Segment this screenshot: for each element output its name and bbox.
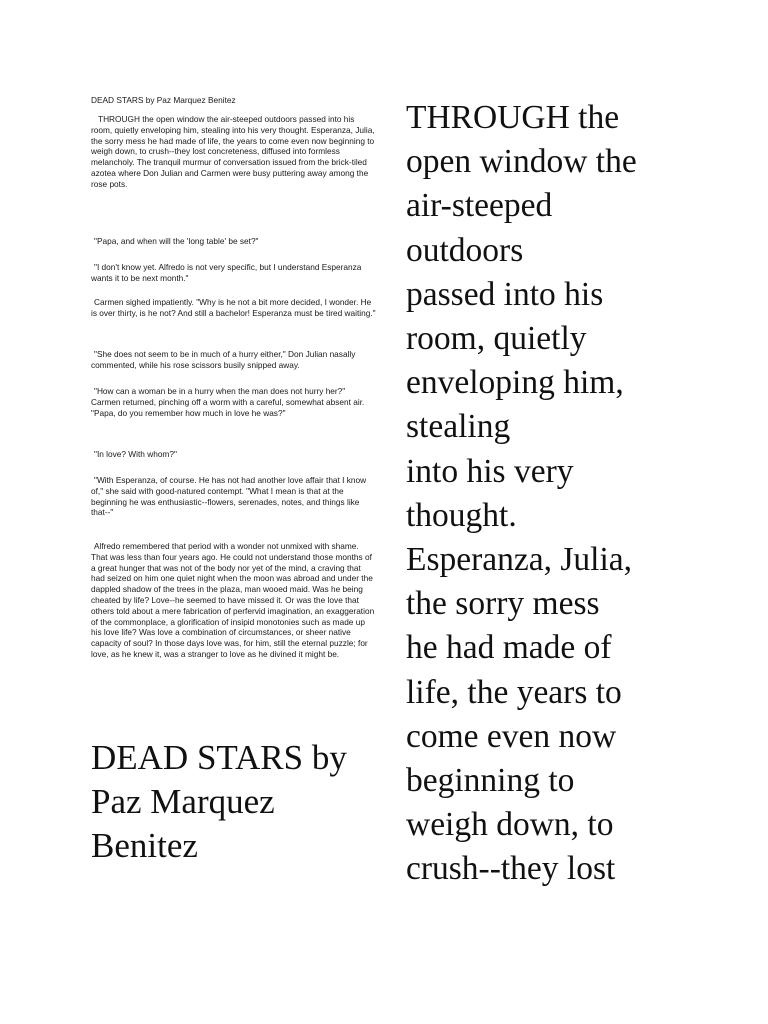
large-text-line: stealing (406, 408, 511, 446)
paragraph-text: Alfredo remembered that period with a wonder not unmixed with shame. That was less than four years ago. He could not understand those months of a great hunger that was not of the body nor yet of the mind, a craving that had seized on him one quiet night when the moon was abroad and under the dappled shadow of the trees in the plaza, man wooed maid. Was he being cheated by life? Love--he seemed to have missed it. Or was the love that others told about a mere fabrication of perfervid imagination, an exaggeration of the commonplace, a glorification of insipid monotonies such as made up his love life? Was love a combination of circumstances, or sheer native capacity of soul? In those days love was, for him, still the eternal puzzle; for love, as he knew it, was a stranger to love as he divined it might be. (91, 541, 375, 659)
small-paragraph-1 (91, 114, 376, 190)
paragraph-text: THROUGH the open window the air-steeped outdoors passed into his room, quietly enveloping him, stealing into his very thought. Esperanza, Julia, the sorry mess he had made of life, the years to come even now beginning to weigh down, to crush--they lost concreteness, diffused into formless melancholy. The tranquil murmur of conversation issued from the brick-tiled azotea where Don Julian and Carmen were busy puttering away among the rose pots. (91, 114, 375, 189)
small-paragraph-5 (91, 349, 376, 371)
large-text-line: passed into his (406, 275, 604, 313)
large-text-line: THROUGH the (406, 99, 620, 136)
large-text-line: the sorry mess (406, 585, 600, 623)
large-text-column (406, 96, 736, 892)
large-text-line: weigh down, to (406, 806, 614, 844)
large-text-line: life, the years to (406, 673, 622, 711)
paragraph-text: "In love? With whom?" (94, 449, 177, 459)
large-text-line: Esperanza, Julia, (406, 541, 633, 579)
small-paragraph-9 (91, 541, 376, 660)
large-text-line: air-steeped (406, 187, 553, 225)
paragraph-text: "With Esperanza, of course. He has not had another love affair that I know of," she said with good-natured contempt. "What I mean is that at the beginning he was enthusiastic--flowers, serenades, notes, and things like that--" (91, 475, 367, 518)
small-paragraph-2 (91, 236, 376, 247)
large-text-line: come even now (406, 717, 617, 755)
large-text-line: open window the (406, 143, 637, 181)
large-text-line: into his very (406, 452, 574, 490)
large-text-line: outdoors (406, 231, 524, 269)
large-text-line: beginning to (406, 762, 575, 800)
large-title: DEAD STARS by Paz Marquez Benitez (91, 738, 347, 865)
paragraph-text: "I don't know yet. Alfredo is not very specific, but I understand Esperanza wants it to be next month." (91, 262, 362, 283)
paragraph-text: Carmen sighed impatiently. "Why is he not a bit more decided, I wonder. He is over thirty, is he not? And still a bachelor! Esperanza must be tired waiting." (91, 297, 376, 318)
small-title (91, 95, 376, 106)
paragraph-text: "Papa, and when will the 'long table' be set?" (94, 236, 259, 246)
large-text-line: crush--they lost (406, 850, 616, 888)
small-paragraph-4 (91, 297, 376, 319)
small-paragraph-3 (91, 262, 376, 284)
large-text-line: room, quietly (406, 320, 587, 358)
large-text-line: thought. (406, 496, 517, 534)
small-title-text: DEAD STARS by Paz Marquez Benitez (91, 95, 236, 105)
small-paragraph-7 (91, 449, 376, 460)
small-paragraph-8 (91, 475, 376, 518)
paragraph-text: "She does not seem to be in much of a hurry either," Don Julian nasally commented, while his rose scissors busily snipped away. (91, 349, 356, 370)
small-paragraph-6 (91, 386, 376, 418)
large-text-line: enveloping him, (406, 364, 624, 402)
large-text-line: he had made of (406, 629, 612, 667)
paragraph-text: "How can a woman be in a hurry when the man does not hurry her?" Carmen returned, pinching off a worm with a careful, somewhat absent air. "Papa, do you remember how much in love he was?" (91, 386, 365, 418)
